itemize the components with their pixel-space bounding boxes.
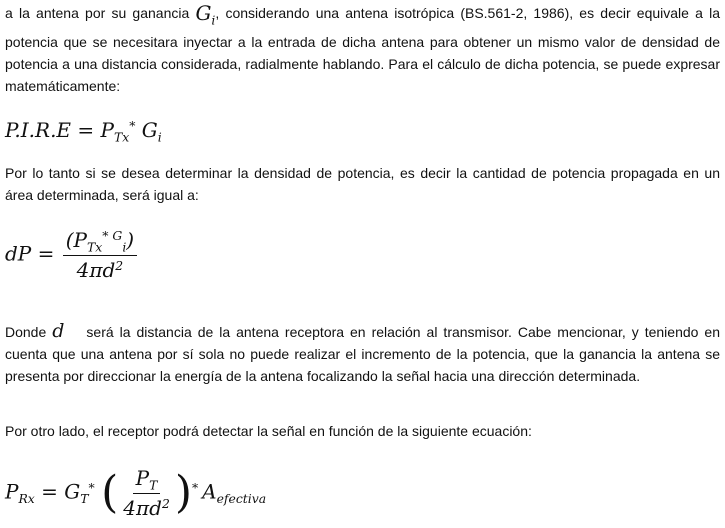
fraction-numerator: $(P_{Tx}^{* G}_i)$ <box>63 228 137 256</box>
paragraph-receiver: Por otro lado, el receptor podrá detectar la señal en función de la siguiente ecuación: <box>5 423 532 439</box>
fraction <box>63 228 137 282</box>
right-paren: ) <box>174 467 192 519</box>
equation-power-density: dP = $\frac{(P_{Tx}^{* G}_i)}{4\pi d^2}$ <box>5 228 139 282</box>
gain-symbol: $G_i$ <box>195 1 216 28</box>
paragraph-power-density: Por lo tanto si se desea determinar la densidad de potencia, es decir la cantidad de potencia propagada en un área determinada, será igual a: <box>5 165 720 203</box>
distance-symbol: d <box>52 320 65 342</box>
equation-pire: $P.I.R.E = P_{Tx}^*$ $G_i$ <box>5 118 162 145</box>
paragraph-text: Donde <box>5 324 53 340</box>
equation-received-power: $P_{Rx} = G_T^*$ ( $\frac{P_T}{4\pi d^2}$ )* $A_{efectiva}$ <box>5 466 267 521</box>
paragraph-distance <box>5 320 720 387</box>
paragraph-text: , considerando una antena isotrópica (BS.561-2, 1986), es decir equivale a la potencia que se necesitara inyectar a la entrada de dicha antena para obtener un mismo valor de densidad de potencia a una distancia considerada, radialmente hablando. Para el cálculo de dicha potencia, se puede expresar matemáticamente: <box>5 5 720 95</box>
fraction-denominator: $4\pi d^2$ <box>123 496 170 521</box>
paragraph-text: será la distancia de la antena receptora en relación al transmisor. Cabe mencionar, y teniendo en cuenta que una antena por sí sola no puede realizar el incremento de la potencia, que la ganancia la antena se presenta por direccionar la energía de la antena focalizando la señal hacia una dirección determinada. <box>5 324 720 384</box>
fraction <box>120 466 173 520</box>
fraction-numerator: $P_T$ <box>133 466 161 494</box>
left-paren: ( <box>101 467 119 519</box>
fraction-denominator: $4\pi d^2$ <box>76 258 124 283</box>
paragraph-gain-definition <box>5 2 720 97</box>
paragraph-text: a la antena por su ganancia <box>5 5 196 21</box>
